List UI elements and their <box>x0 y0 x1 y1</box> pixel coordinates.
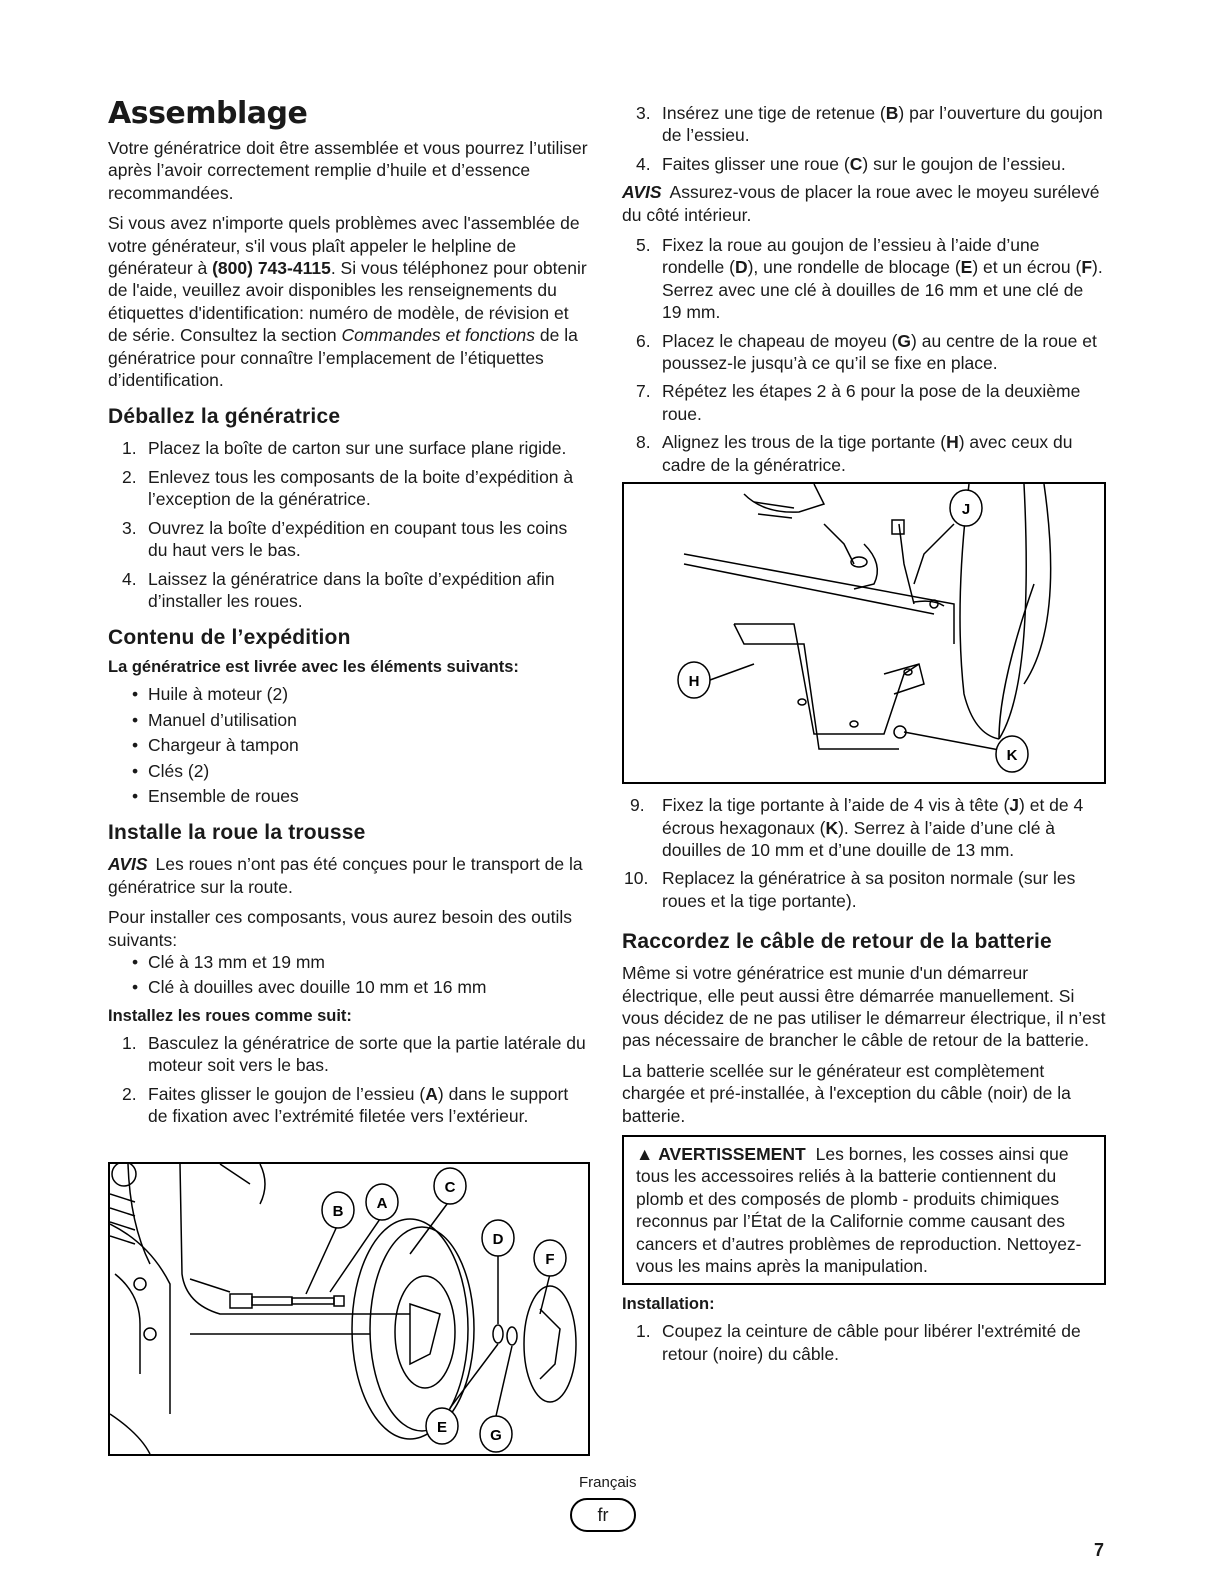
footer-language: Français <box>579 1474 637 1491</box>
callout-a-label: A <box>376 1195 388 1212</box>
helpline-paragraph: Si vous avez n'importe quels problèmes avec l'assemblée de votre générateur, s'il vous plaît appeler le helpline de générateur à (800) 743-4115. Si vous téléphonez pour obtenir de l'aide, veuillez avoir disponibles les renseignements du étiquettes d'identification: numéro de modèle, de révision et de série. Consultez la section Commandes et fonctions de la génératrice pour connaître l’emplacement de l’étiquettes d’identification. <box>108 213 587 391</box>
install-steps <box>108 1032 590 1128</box>
wheel-notice: AVIS Les roues n’ont pas été conçues pour le transport de la génératrice sur la route. <box>108 854 583 897</box>
list-item: 7. Répétez les étapes 2 à 6 pour la pose de la deuxième roue. <box>636 381 1081 424</box>
contents-subheading: La génératrice est livrée avec les éléments suivants: <box>108 658 519 677</box>
warning-triangle-icon: ▲ <box>636 1143 654 1164</box>
list-item: 8. Alignez les trous de la tige portante (H) avec ceux du cadre de la génératrice. <box>636 432 1073 475</box>
helpline-phone: (800) 743-4115 <box>212 258 331 279</box>
callout-k-label: K <box>1006 747 1018 765</box>
list-item: 1. Coupez la ceinture de câble pour libérer l'extrémité de retour (noire) du câble. <box>636 1321 1081 1364</box>
battery-heading: Raccordez le câble de retour de la batterie <box>622 930 1052 954</box>
install-subheading: Installez les roues comme suit: <box>108 1006 352 1025</box>
left-column <box>108 96 590 1133</box>
list-item: • Clé à 13 mm et 19 mm <box>108 951 590 973</box>
callout-f-label: F <box>545 1251 555 1268</box>
installation-subheading: Installation: <box>622 1295 715 1314</box>
install-steps-9-10 <box>622 794 1106 912</box>
unpack-steps <box>108 437 590 612</box>
list-item: 1. Basculez la génératrice de sorte que la partie latérale du moteur soit vers le bas. <box>122 1032 586 1076</box>
install-steps-5-8 <box>622 234 1106 476</box>
battery-paragraph-1: Même si votre génératrice est munie d'un démarreur électrique, elle peut aussi être démarrée manuellement. Si vous décidez de ne pas utiliser le démarreur électrique, il n’est pas nécessaire de brancher le câble de retour de la batterie. <box>622 963 1106 1051</box>
tools-intro: Pour installer ces composants, vous aurez besoin des outils suivants: <box>108 907 572 950</box>
hub-notice: AVIS Assurez-vous de placer la roue avec le moyeu surélevé du côté intérieur. <box>622 182 1100 225</box>
list-item: 2. Faites glisser le goujon de l’essieu (A) dans le support de fixation avec l’extrémité filetée vers l’extérieur. <box>122 1083 569 1126</box>
list-item: 10. Replacez la génératrice à sa positon normale (sur les roues et la tige portante). <box>624 868 1076 911</box>
warning-text: Les bornes, les cosses ainsi que tous les accessoires reliés à la batterie contiennent du plomb et des composés de plomb - produits chimiques reconnus par l’État de la Californie comme causant des cancers et d’autres problèmes de reproduction. Nettoyez-vous les mains après la manipulation. <box>636 1143 1082 1276</box>
notice-label: AVIS <box>622 182 662 203</box>
callout-e-label: E <box>436 1419 448 1436</box>
notice-label: AVIS <box>108 854 148 875</box>
language-badge: fr <box>570 1498 636 1532</box>
wheel-assembly-figure <box>108 1162 590 1456</box>
list-item: 4. Faites glisser une roue (C) sur le goujon de l’essieu. <box>636 153 1066 174</box>
warning-title: AVERTISSEMENT <box>658 1143 806 1164</box>
list-item: • Manuel d’utilisation <box>108 709 590 731</box>
list-item: 5. Fixez la roue au goujon de l’essieu à l’aide d’une rondelle (D), une rondelle de blocage (E) et un écrou (F). Serrez avec une clé à douilles de 16 mm et une clé de 19 mm. <box>636 235 1103 323</box>
callout-g-label: G <box>490 1427 502 1444</box>
callout-c-label: C <box>444 1179 456 1196</box>
unpack-heading: Déballez la génératrice <box>108 405 341 429</box>
battery-paragraph-2: La batterie scellée sur le générateur est complètement chargée et pré-installée, à l'exception du câble (noir) de la batterie. <box>622 1060 1071 1126</box>
tools-list <box>108 951 590 999</box>
list-item: • Chargeur à tampon <box>108 734 590 756</box>
wheel-assembly-illustration <box>110 1164 588 1454</box>
list-item: 9. Fixez la tige portante à l’aide de 4 vis à tête (J) et de 4 écrous hexagonaux (K). Serrez à l’aide d’une clé à douilles de 10 mm et d’une douille de 13 mm. <box>630 795 1084 860</box>
list-item: • Ensemble de roues <box>108 785 590 807</box>
installation-steps <box>622 1320 1106 1365</box>
support-bracket-figure <box>622 482 1106 784</box>
right-column <box>622 102 1106 1371</box>
install-steps-continued <box>622 102 1106 175</box>
wheel-kit-heading: Installe la roue la trousse <box>108 821 366 845</box>
list-item: 6. Placez le chapeau de moyeu (G) au centre de la roue et poussez-le jusqu’à ce qu’il se fixe en place. <box>636 330 1097 374</box>
callout-j-label: J <box>961 501 971 519</box>
list-item: 4. Laissez la génératrice dans la boîte d’expédition afin d’installer les roues. <box>122 568 555 611</box>
page-number: 7 <box>1094 1540 1105 1560</box>
support-bracket-illustration <box>624 484 1104 782</box>
list-item: • Huile à moteur (2) <box>108 683 590 705</box>
callout-b-label: B <box>332 1203 344 1220</box>
callout-d-label: D <box>492 1231 504 1248</box>
intro-paragraph: Votre génératrice doit être assemblée et vous pourrez l’utiliser après l’avoir correctement remplie d’huile et d’essence recommandées. <box>108 138 588 203</box>
list-item: 1. Placez la boîte de carton sur une surface plane rigide. <box>122 438 567 459</box>
warning-box <box>622 1135 1106 1285</box>
contents-list <box>108 683 590 807</box>
list-item: 2. Enlevez tous les composants de la boite d’expédition à l’exception de la génératrice. <box>122 466 574 510</box>
list-item: • Clés (2) <box>108 760 590 782</box>
list-item: • Clé à douilles avec douille 10 mm et 16 mm <box>108 976 590 998</box>
contents-heading: Contenu de l’expédition <box>108 626 351 650</box>
list-item: 3. Ouvrez la boîte d’expédition en coupant tous les coins du haut vers le bas. <box>122 517 568 561</box>
page-title: Assemblage <box>108 96 308 131</box>
callout-h-label: H <box>688 673 700 691</box>
list-item: 3. Insérez une tige de retenue (B) par l’ouverture du goujon de l’essieu. <box>636 103 1103 146</box>
